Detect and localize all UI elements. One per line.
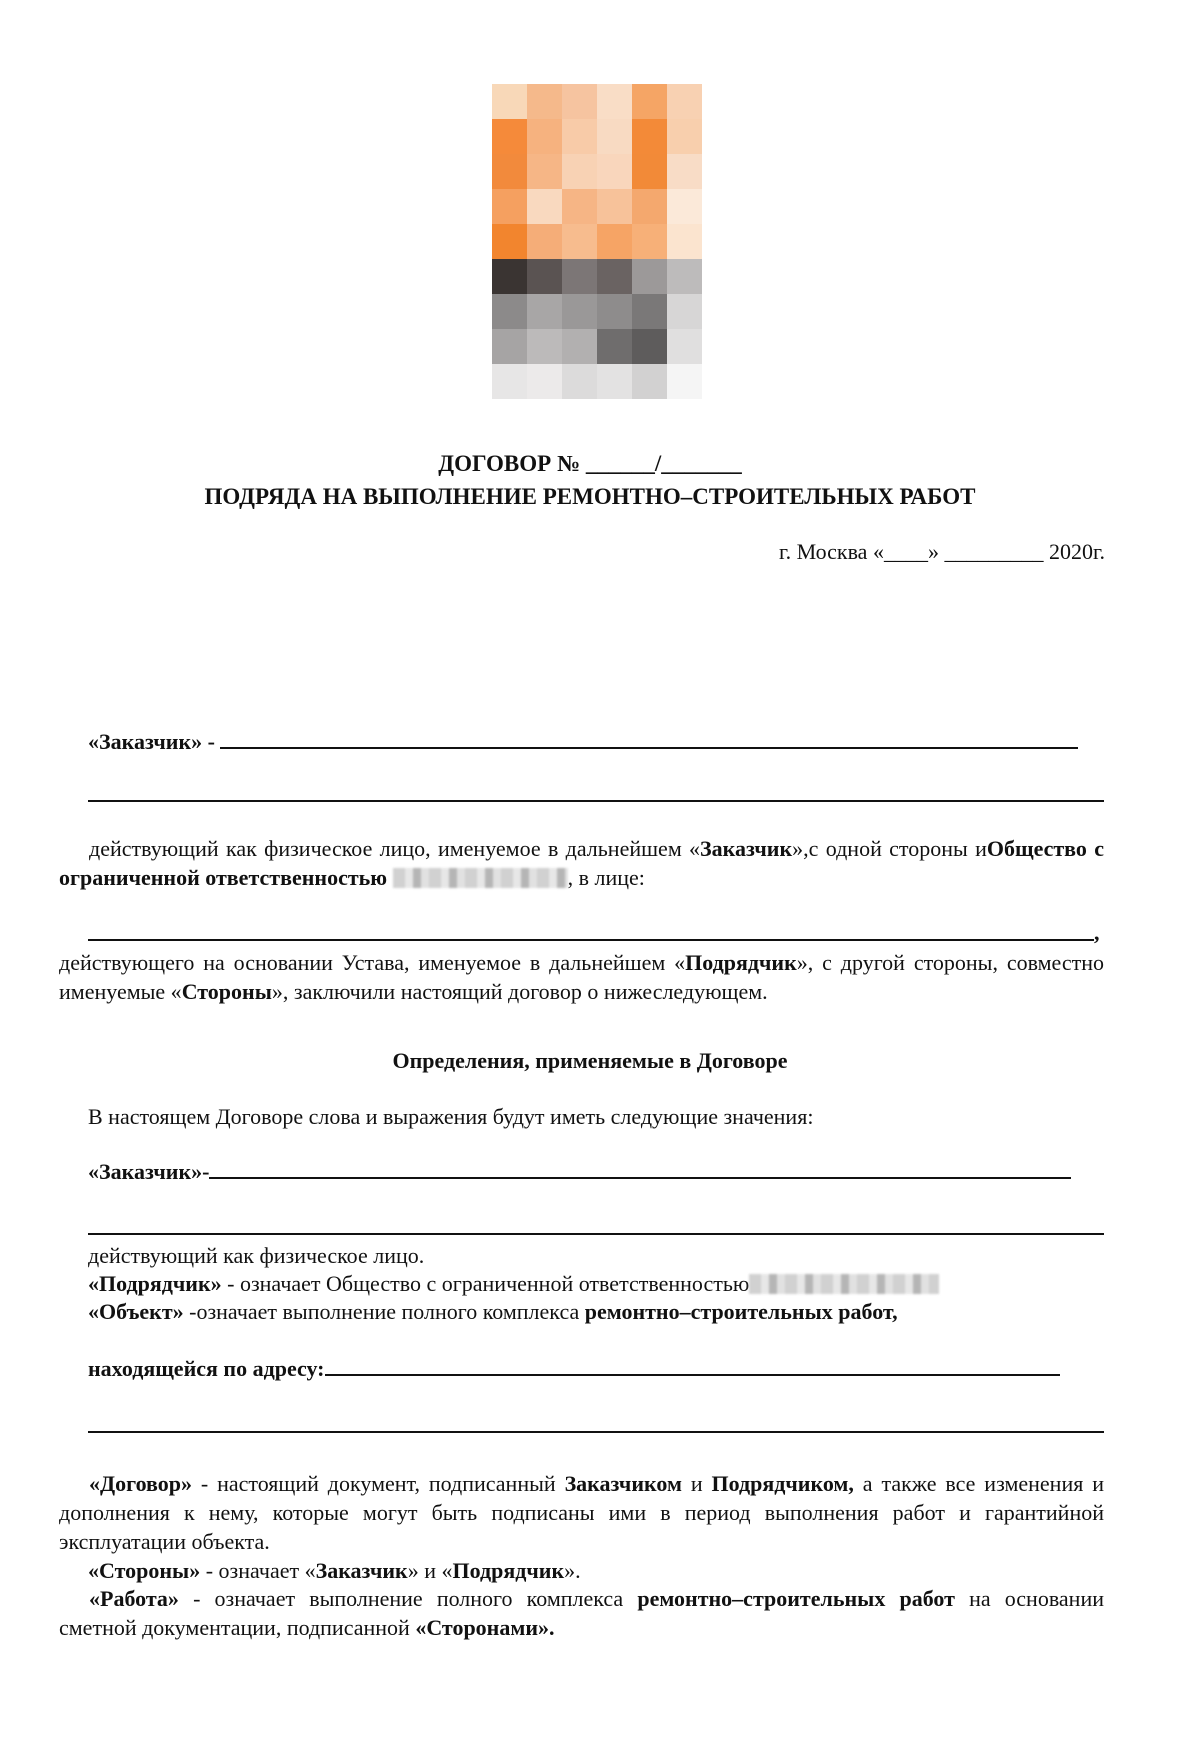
parties-paragraph-2: действующего на основании Устава, именуемое в дальнейшем «Подрядчик», с другой стороны, совместно именуемые «Стороны», заключили настоящий договор о нижеследующем. (59, 950, 1104, 1004)
logo-pixel (667, 329, 702, 364)
logo-pixel (562, 259, 597, 294)
logo-pixel (562, 294, 597, 329)
logo-pixel (667, 259, 702, 294)
logo-pixel (632, 119, 667, 154)
def-work: «Работа» - означает выполнение полного комплекса ремонтно–строительных работ на основании сметной документации, подписанной «Сторонами». (59, 1586, 1105, 1640)
logo-pixel (527, 364, 562, 399)
place-date-line: г. Москва «____» _________ 2020г. (779, 539, 1105, 564)
logo-pixel (632, 224, 667, 259)
logo-pixel (597, 189, 632, 224)
logo-pixel (632, 189, 667, 224)
logo-pixel (492, 224, 527, 259)
logo-pixel (492, 84, 527, 119)
logo-pixel (562, 84, 597, 119)
parties-paragraph-1: действующий как физическое лицо, именуемое в дальнейшем «Заказчик»,с одной стороны иОбщество с ограниченной ответственностью , в лице: (59, 836, 1104, 890)
logo-pixel (597, 119, 632, 154)
logo-pixel (667, 84, 702, 119)
logo-pixel (667, 119, 702, 154)
redacted-contractor-name (749, 1274, 939, 1294)
logo-pixel (667, 224, 702, 259)
logo-pixel (597, 259, 632, 294)
def-customer: «Заказчик»- (88, 1157, 1133, 1186)
logo-pixel (667, 364, 702, 399)
logo-pixel (527, 84, 562, 119)
logo-pixel (632, 154, 667, 189)
logo-pixel (527, 154, 562, 189)
logo-pixel (492, 189, 527, 224)
logo-pixel (667, 189, 702, 224)
address-blank (325, 1354, 1060, 1376)
logo-pixel (527, 329, 562, 364)
logo-pixel (562, 329, 597, 364)
def-customer-blank-2 (88, 1233, 1104, 1235)
logo-pixel (597, 154, 632, 189)
logo-pixel (527, 294, 562, 329)
logo-pixel (562, 189, 597, 224)
contract-title: ДОГОВОР № ______/_______ (438, 451, 742, 476)
customer-blank (220, 727, 1078, 749)
logo-pixel (632, 84, 667, 119)
logo-pixel (597, 84, 632, 119)
logo-pixel (562, 154, 597, 189)
redacted-company-name (393, 868, 568, 888)
logo-pixel (632, 259, 667, 294)
logo-pixel (562, 364, 597, 399)
logo-pixel (562, 224, 597, 259)
logo-pixel (492, 259, 527, 294)
customer-line: «Заказчик» - (88, 727, 1104, 756)
logo-pixel (632, 364, 667, 399)
def-address: находящейся по адресу: (88, 1354, 1133, 1383)
logo-pixel (597, 294, 632, 329)
def-customer-blank (209, 1157, 1071, 1179)
logo-pixel (492, 329, 527, 364)
logo-pixel (667, 294, 702, 329)
definitions-intro: В настоящем Договоре слова и выражения будут иметь следующие значения: (88, 1104, 814, 1129)
logo-pixel (527, 189, 562, 224)
logo-pixel (527, 224, 562, 259)
logo-pixel (597, 329, 632, 364)
customer-blank-2 (88, 800, 1104, 802)
address-blank-2 (88, 1431, 1104, 1433)
company-logo (492, 84, 702, 399)
logo-pixel (632, 329, 667, 364)
logo-pixel (527, 119, 562, 154)
logo-pixel (492, 294, 527, 329)
logo-pixel (632, 294, 667, 329)
def-contract: «Договор» - настоящий документ, подписанный Заказчиком и Подрядчиком, а также все изменения и дополнения к нему, которые могут быть подписаны ими в период выполнения работ и гарантийной эксплуатации объекта. (59, 1471, 1104, 1554)
def-contractor: «Подрядчик» - означает Общество с ограниченной ответственностью (88, 1269, 1133, 1298)
def-customer-tail: действующий как физическое лицо. (88, 1243, 425, 1268)
representative-blank (88, 939, 1094, 941)
customer-label: «Заказчик» (88, 729, 203, 754)
logo-pixel (492, 154, 527, 189)
contract-subtitle: ПОДРЯДА НА ВЫПОЛНЕНИЕ РЕМОНТНО–СТРОИТЕЛЬНЫХ РАБОТ (204, 484, 976, 509)
def-sides: «Стороны» - означает «Заказчик» и «Подрядчик». (88, 1558, 581, 1583)
comma: , (1094, 920, 1100, 945)
logo-pixel (667, 154, 702, 189)
logo-pixel (492, 364, 527, 399)
def-object: «Объект» -означает выполнение полного комплекса ремонтно–строительных работ, (88, 1299, 898, 1324)
logo-pixel (597, 224, 632, 259)
definitions-heading: Определения, применяемые в Договоре (392, 1048, 788, 1073)
logo-pixel (562, 119, 597, 154)
logo-pixel (492, 119, 527, 154)
logo-pixel (597, 364, 632, 399)
logo-pixel (527, 259, 562, 294)
